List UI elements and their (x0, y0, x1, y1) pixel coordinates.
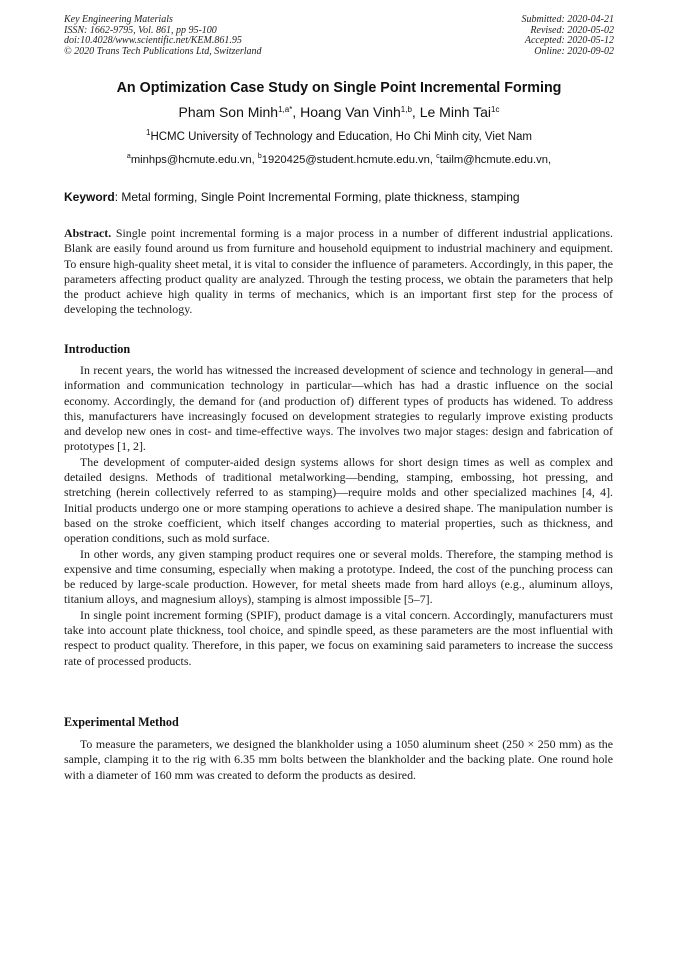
paper-title: An Optimization Case Study on Single Point Incremental Forming (116, 80, 562, 96)
date-online: Online: 2020-09-02 (534, 45, 614, 57)
author-superscript: 1c (491, 105, 500, 114)
paragraph: In recent years, the world has witnessed the increased development of science and technology in general—and information and communication technology in particular—which has had a drastic influence on the social economy. Accordingly, the demand for (and production of) different types of products has widened. To address this, manufacturers have increasingly focused on development strategies to regularly improve existing products and develop new ones in cost- and time-effective ways. The involves two major stages: design and fabrication of prototypes [1, 2]. (64, 363, 613, 454)
section-heading-experimental-method: Experimental Method (64, 715, 179, 729)
email-superscript: a (126, 153, 131, 160)
paragraph: In single point increment forming (SPIF), product damage is a vital concern. Accordingly, manufacturers must take into account plate thickness, tool choice, and spindle speed, as these parameters are the most influential with respect to product quality. Therefore, in this paper, we focus on examining said parameters to increase the success rate of processed products. (64, 607, 613, 668)
keyword-label: Keyword (64, 190, 115, 204)
author-name: Pham Son Minh (178, 104, 279, 120)
keywords (64, 190, 624, 204)
introduction-body (64, 363, 613, 669)
email-address[interactable]: 1920425@student.hcmute.edu.vn, (261, 154, 433, 166)
paragraph: The development of computer-aided design systems allows for short design times as well as complex and detailed designs. Methods of traditional metalworking—bending, stamping, embossing, hot pressing, and stretching (herein collectively referred to as stamping)—require molds and other specialized machines [4, 4]. Initial products undergo one or more stamping operations to achieve a desired shape. The manipulation number is based on the stroke coefficient, which itself changes according to material properties, such as thickness, and operation conditions, such as mold surface. (64, 454, 613, 546)
abstract (64, 226, 613, 318)
paragraph: In other words, any given stamping product requires one or several molds. Therefore, the stamping method is expensive and time consuming, especially when making a prototype. Indeed, the cost of the punching process can be reduced by large-scale production. However, for metal sheets made from hard alloys (e.g., aluminum alloys, titanium alloys, and magnesium alloys), stamping is almost impossible [5–7]. (64, 546, 613, 607)
date-submitted: Submitted: 2020-04-21 (521, 14, 614, 25)
author-name: Hoang Van Vinh (300, 104, 401, 120)
date-accepted: Accepted: 2020-05-12 (524, 35, 614, 47)
date-revised: Revised: 2020-05-02 (530, 24, 614, 36)
email-list (0, 154, 678, 166)
abstract-label: Abstract. (64, 226, 112, 240)
journal-info (64, 15, 262, 57)
email-superscript: c (436, 153, 440, 160)
email-superscript: b (257, 153, 262, 160)
author-name: Le Minh Tai (419, 104, 492, 120)
journal-copyright: © 2020 Trans Tech Publications Ltd, Switzerland (64, 45, 262, 57)
author-superscript: 1,b (400, 105, 412, 114)
abstract-text: Single point incremental forming is a major process in a number of different industrial applications. Blank are easily found around us from furniture and household equipment to industrial machinery and equipment. To ensure high-quality sheet metal, it is vital to consider the influence of parameters. Accordingly, in this paper, the parameters affecting product quality are analyzed. Through the testing process, we obtain the parameters that help the product achieve high quality in terms of mechanics, which is an important first step for the process of developing the technology. (64, 226, 613, 317)
publication-dates (522, 15, 615, 57)
journal-issn: ISSN: 1662-9795, Vol. 861, pp 95-100 (64, 24, 217, 36)
section-heading-introduction: Introduction (64, 342, 131, 356)
author-superscript: 1,a* (278, 105, 293, 114)
experimental-body (64, 737, 613, 783)
paragraph: To measure the parameters, we designed the blankholder using a 1050 aluminum sheet (250 × 250 mm) as the sample, clamping it to the rig with 6.35 mm bolts between the blankholder and the backing plate. One round hole with a diameter of 160 mm was created to deform the products as desired. (64, 737, 613, 782)
affiliation (0, 128, 678, 143)
author-list: Pham Son Minh$^{1,a*}$, Hoang Van Vinh$^{1,b}$, Le Minh Tai$^{1c}$ (178, 104, 500, 120)
affiliation-text: HCMC University of Technology and Education, Ho Chi Minh city, Viet Nam (150, 131, 533, 143)
journal-doi: doi:10.4028/www.scientific.net/KEM.861.95 (64, 35, 242, 47)
email-address[interactable]: tailm@hcmute.edu.vn, (439, 154, 552, 166)
email-address[interactable]: minhps@hcmute.edu.vn, (130, 154, 255, 166)
journal-name: Key Engineering Materials (64, 14, 173, 25)
affiliation-superscript: 1 (145, 128, 151, 137)
keyword-text: : Metal forming, Single Point Incremental Forming, plate thickness, stamping (114, 190, 520, 204)
